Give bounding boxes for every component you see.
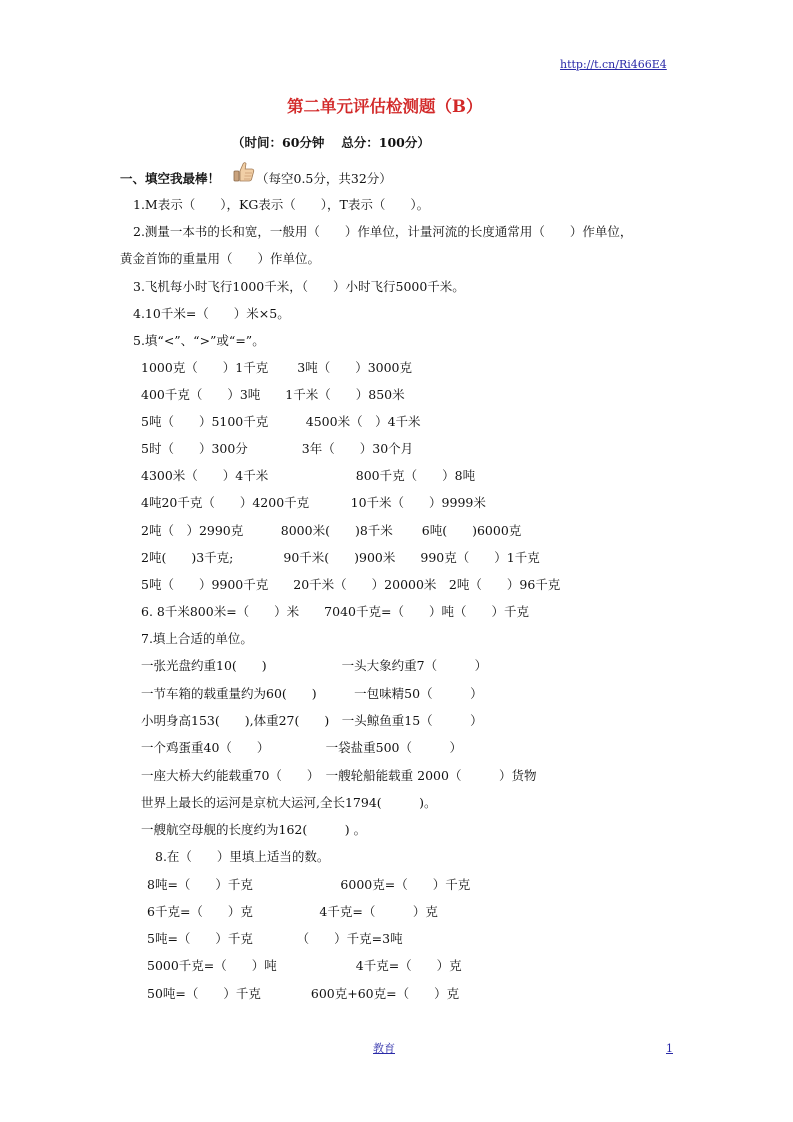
fill-row-1: 8吨=（ ）千克 6000克=（ ）千克 — [147, 877, 471, 892]
compare-row-5: 4300米（ ）4千米 800千克（ ）8吨 — [141, 468, 476, 483]
section-score-note: （每空0.5分，共32分） — [256, 171, 392, 186]
compare-row-2: 400千克（ ）3吨 1千米（ ）850米 — [141, 387, 405, 402]
question-2-continued: 黄金首饰的重量用（ ）作单位。 — [120, 251, 321, 266]
unit-row-7: 一艘航空母舰的长度约为162( ) 。 — [141, 822, 367, 837]
compare-row-8: 2吨( )3千克; 90千米( )900米 990克（ ）1千克 — [141, 550, 540, 565]
question-7: 7.填上合适的单位。 — [141, 631, 253, 646]
compare-row-1: 1000克（ ）1千克 3吨（ ）3000克 — [141, 360, 413, 375]
question-6: 6. 8千米800米=（ ）米 7040千克=（ ）吨（ ）千克 — [141, 604, 529, 619]
unit-row-2: 一节车箱的载重量约为60( ) 一包味精50（ ） — [141, 686, 483, 701]
fill-row-5: 50吨=（ ）千克 600克+60克=（ ）克 — [147, 986, 460, 1001]
unit-row-3: 小明身高153( ),体重27( ) 一头鲸鱼重15（ ） — [141, 713, 483, 728]
fill-row-3: 5吨=（ ）千克 （ ）千克=3吨 — [147, 931, 403, 946]
compare-row-6: 4吨20千克（ ）4200千克 10千米（ ）9999米 — [141, 495, 486, 510]
question-2: 2.测量一本书的长和宽，一般用（ ）作单位，计量河流的长度通常用（ ）作单位， — [133, 224, 633, 239]
thumbs-up-icon — [232, 160, 256, 184]
compare-row-4: 5时（ ）300分 3年（ ）30个月 — [141, 441, 414, 456]
footer-link[interactable]: 教育 — [373, 1042, 395, 1055]
exam-time-score: （时间：60分钟 总分：100分） — [232, 135, 430, 150]
unit-row-1: 一张光盘约重10( ) 一头大象约重7（ ） — [141, 658, 488, 673]
compare-row-9: 5吨（ ）9900千克 20千米（ ）20000米 2吨（ ）96千克 — [141, 577, 561, 592]
question-1: 1.M表示（ ），KG表示（ ），T表示（ ）。 — [133, 197, 430, 212]
fill-row-2: 6千克=（ ）克 4千克=（ ）克 — [147, 904, 438, 919]
header-url-link[interactable]: http://t.cn/Ri466E4 — [560, 58, 667, 71]
fill-row-4: 5000千克=（ ）吨 4千克=（ ）克 — [147, 958, 462, 973]
section-heading: 一、填空我最棒！ — [120, 171, 221, 186]
unit-row-4: 一个鸡蛋重40（ ） 一袋盐重500（ ） — [141, 740, 463, 755]
question-4: 4.10千米=（ ）米×5。 — [133, 306, 290, 321]
unit-row-5: 一座大桥大约能载重70（ ） 一艘轮船能载重 2000（ ）货物 — [141, 768, 537, 783]
page-title: 第二单元评估检测题（B） — [287, 97, 483, 116]
page-number: 1 — [666, 1042, 673, 1055]
question-5: 5.填“<”、“>”或“=”。 — [133, 333, 265, 348]
compare-row-3: 5吨（ ）5100千克 4500米（ ）4千米 — [141, 414, 421, 429]
compare-row-7: 2吨（ ）2990克 8000米( )8千米 6吨( )6000克 — [141, 523, 522, 538]
unit-row-6: 世界上最长的运河是京杭大运河,全长1794( )。 — [141, 795, 437, 810]
question-8: 8.在（ ）里填上适当的数。 — [155, 849, 330, 864]
question-3: 3.飞机每小时飞行1000千米，（ ）小时飞行5000千米。 — [133, 279, 465, 294]
